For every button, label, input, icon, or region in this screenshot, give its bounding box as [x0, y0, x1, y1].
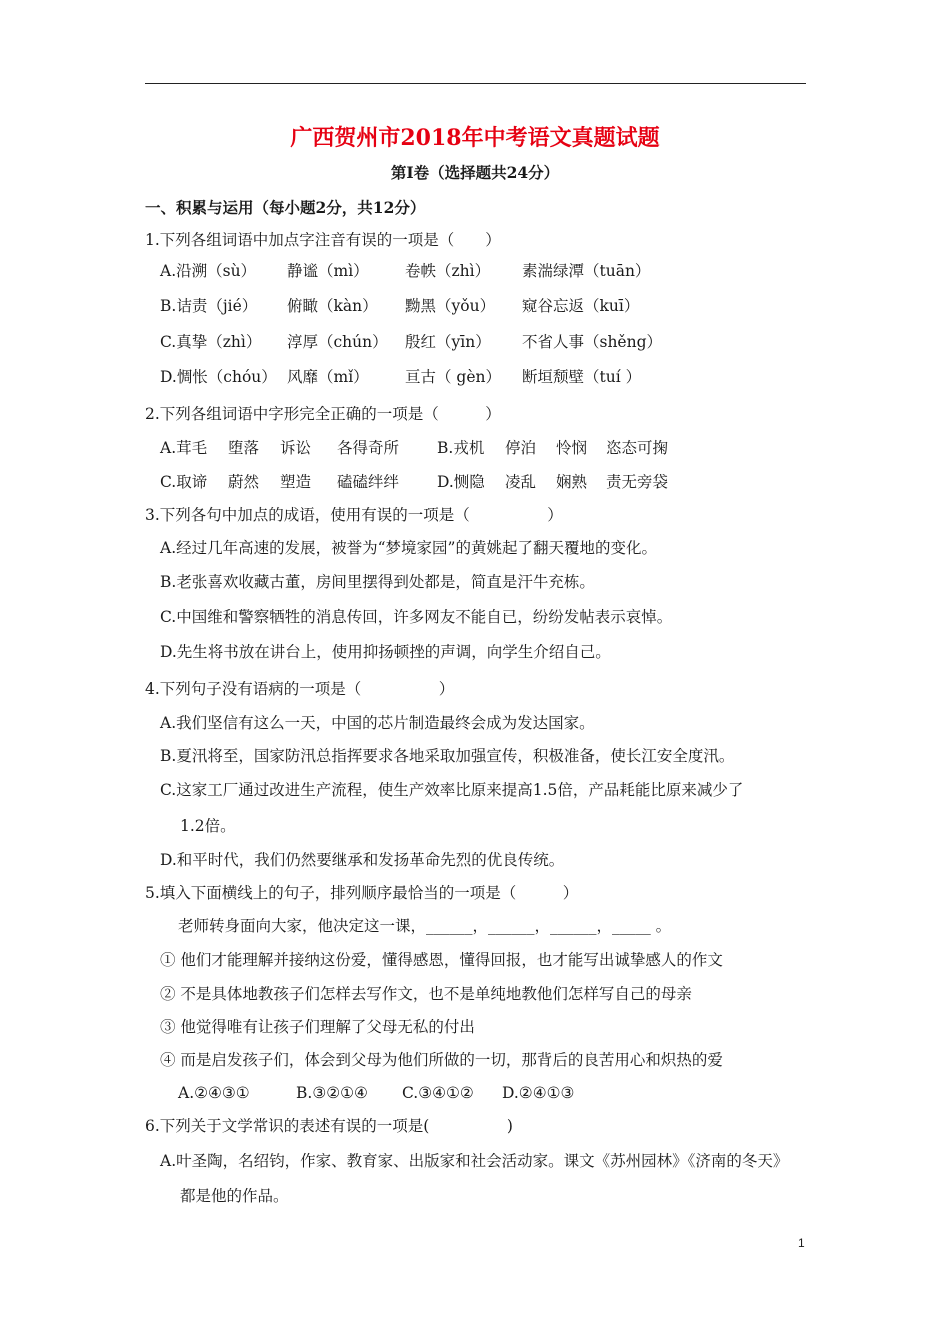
choice-b: B.③②①④ [296, 1084, 368, 1102]
word-cell: 恣态可掬 [606, 439, 669, 457]
word-cell: 娴熟 [556, 473, 588, 491]
exam-title: 广西贺州市2018年中考语文真题试题 [290, 125, 660, 151]
question-5-passage: 老师转身面向大家，他决定这一课，______，______，______，_____ 。 [178, 917, 672, 935]
option-cell: 俯瞰（kàn） [287, 297, 378, 315]
question-3-option-c: C.中国维和警察牺牲的消息传回，许多网友不能自已，纷纷发帖表示哀悼。 [160, 608, 673, 626]
option-cell: 窥谷忘返（kuī） [522, 297, 640, 315]
word-cell: 凌乱 [505, 473, 537, 491]
question-3-option-d: D.先生将书放在讲台上，使用抑扬顿挫的声调，向学生介绍自己。 [160, 643, 611, 661]
question-5-item-2: ② 不是具体地教孩子们怎样去写作文，也不是单纯地教他们怎样写自己的母亲 [160, 985, 692, 1003]
question-6-stem: 6.下列关于文学常识的表述有误的一项是( ) [145, 1117, 513, 1135]
option-cell: 卷帙（zhì） [405, 262, 491, 280]
question-2-stem: 2.下列各组词语中字形完全正确的一项是（ ） [145, 405, 501, 423]
option-cell: 殷红（yīn） [405, 333, 491, 351]
question-6-option-a: A.叶圣陶，名绍钧，作家、教育家、出版家和社会活动家。课文《苏州园林》《济南的冬天》 [160, 1152, 789, 1170]
option-cell: D.惆怅（chóu） [160, 368, 277, 386]
word-cell: C.取谛 [160, 473, 208, 491]
word-cell: 磕磕绊绊 [337, 473, 400, 491]
option-cell: B.诘责（jié） [160, 297, 258, 315]
word-cell: 怜悯 [556, 439, 588, 457]
question-3-option-a: A.经过几年高速的发展，被誉为“梦境家园”的黄姚起了翻天覆地的变化。 [160, 539, 657, 557]
option-cell: 静谧（mì） [287, 262, 369, 280]
question-5-item-3: ③ 他觉得唯有让孩子们理解了父母无私的付出 [160, 1018, 475, 1036]
word-cell: 塑造 [280, 473, 312, 491]
option-cell: 素湍绿潭（tuān） [522, 262, 651, 280]
question-5-stem: 5.填入下面横线上的句子，排列顺序最恰当的一项是（ ） [145, 884, 579, 902]
option-cell: 风靡（mǐ） [287, 368, 369, 386]
section-heading: 一、积累与运用（每小题2分，共12分） [145, 198, 426, 217]
question-1-stem: 1.下列各组词语中加点字注音有误的一项是（ ） [145, 231, 501, 249]
question-4-option-a: A.我们坚信有这么一天，中国的芯片制造最终会成为发达国家。 [160, 714, 595, 732]
choice-a: A.②④③① [178, 1084, 250, 1102]
page-number: 1 [798, 1236, 805, 1250]
option-cell: A.沿溯（sù） [160, 262, 257, 280]
word-cell: 堕落 [228, 439, 260, 457]
option-cell: 断垣颓壁（tuí ） [522, 368, 642, 386]
word-cell: 各得奇所 [337, 439, 400, 457]
option-cell: C.真挚（zhì） [160, 333, 262, 351]
choice-c: C.③④①② [402, 1084, 474, 1102]
question-4-option-d: D.和平时代，我们仍然要继承和发扬革命先烈的优良传统。 [160, 851, 565, 869]
word-cell: 责无旁袋 [606, 473, 669, 491]
word-cell: D.恻隐 [437, 473, 485, 491]
word-cell: 停泊 [505, 439, 537, 457]
option-cell: 亘古（ gèn） [405, 368, 502, 386]
question-3-stem: 3.下列各句中加点的成语，使用有误的一项是（ ） [145, 506, 563, 524]
question-4-option-c-cont: 1.2倍。 [180, 817, 236, 835]
word-cell: 诉讼 [280, 439, 312, 457]
word-cell: A.茸毛 [160, 439, 208, 457]
question-3-option-b: B.老张喜欢收藏古董，房间里摆得到处都是，简直是汗牛充栋。 [160, 573, 595, 591]
question-5-item-4: ④ 而是启发孩子们，体会到父母为他们所做的一切，那背后的良苦用心和炽热的爱 [160, 1051, 723, 1069]
question-6-option-a-cont: 都是他的作品。 [180, 1187, 289, 1205]
exam-subtitle: 第Ⅰ卷（选择题共24分） [390, 163, 560, 182]
header-rule [145, 83, 806, 84]
option-cell: 不省人事（shěng） [522, 333, 663, 351]
question-4-stem: 4.下列句子没有语病的一项是（ ） [145, 680, 455, 698]
question-5-item-1: ① 他们才能理解并接纳这份爱，懂得感恩，懂得回报，也才能写出诚挚感人的作文 [160, 951, 723, 969]
option-cell: 淳厚（chún） [287, 333, 388, 351]
question-4-option-b: B.夏汛将至，国家防汛总指挥要求各地采取加强宣传，积极准备，使长江安全度汛。 [160, 747, 735, 765]
word-cell: 蔚然 [228, 473, 260, 491]
option-cell: 黝黑（yǒu） [405, 297, 496, 315]
word-cell: B.戎机 [437, 439, 485, 457]
question-4-option-c: C.这家工厂通过改进生产流程，使生产效率比原来提高1.5倍，产品耗能比原来减少了 [160, 781, 744, 799]
choice-d: D.②④①③ [502, 1084, 575, 1102]
